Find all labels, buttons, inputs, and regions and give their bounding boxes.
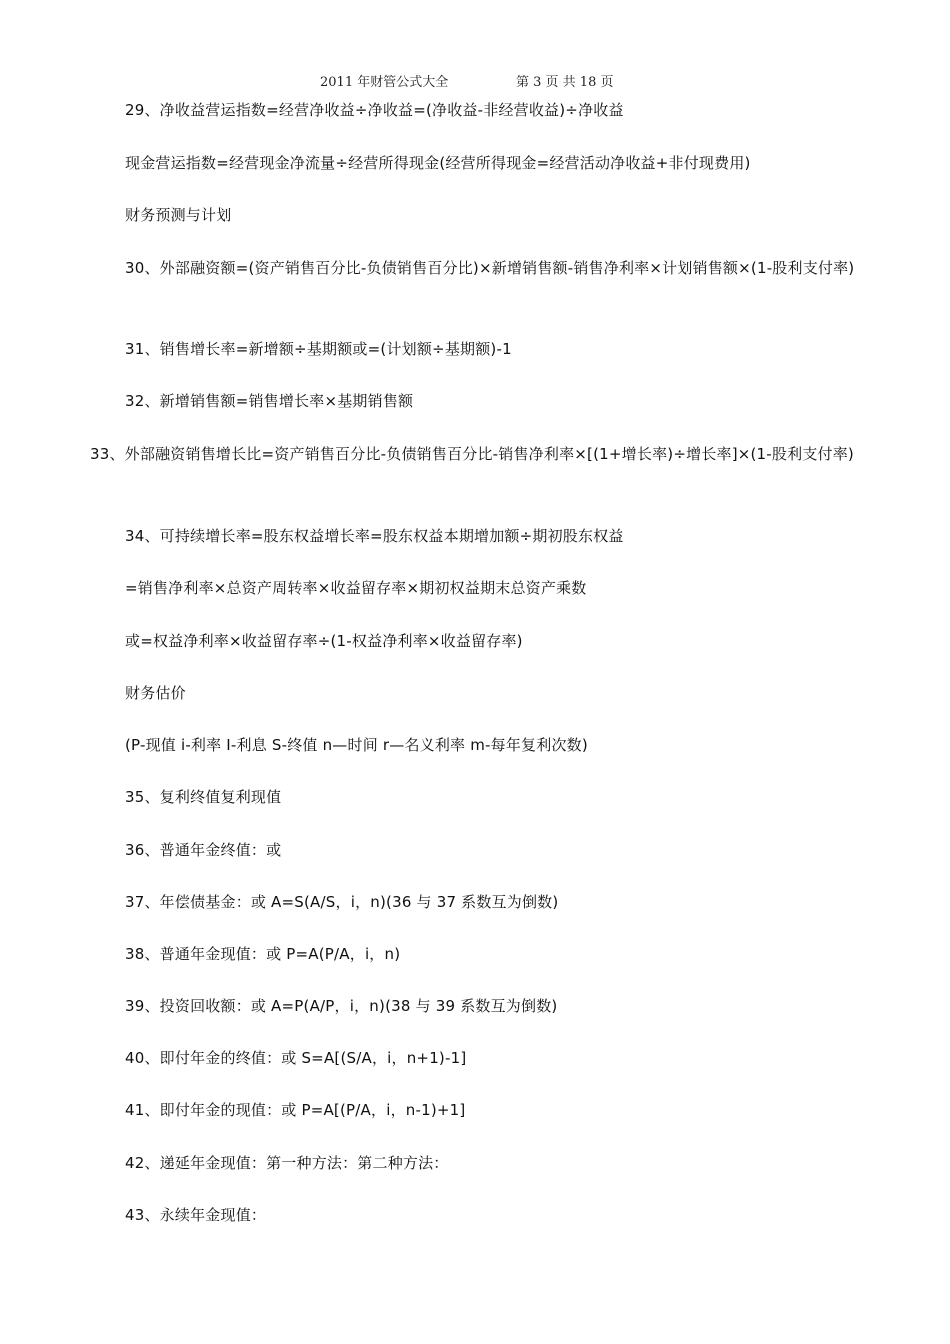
- formula-36: 36、普通年金终值：或: [125, 841, 282, 859]
- section-heading-valuation: 财务估价: [125, 684, 186, 702]
- formula-38: 38、普通年金现值：或 P=A(P/A，i，n): [125, 945, 401, 963]
- formula-39: 39、投资回收额：或 A=P(A/P，i，n)(38 与 39 系数互为倒数): [125, 997, 558, 1015]
- cash-operating-index: 现金营运指数=经营现金净流量÷经营所得现金(经营所得现金=经营活动净收益+非付现费用): [125, 154, 751, 172]
- formula-35: 35、复利终值复利现值: [125, 788, 282, 806]
- formula-31: 31、销售增长率=新增额÷基期额或=(计划额÷基期额)-1: [125, 340, 512, 358]
- formula-33: 33、外部融资销售增长比=资产销售百分比-负债销售百分比-销售净利率×[(1+增长率)÷增长率]×(1-股利支付率): [90, 445, 854, 463]
- formula-34-alternative: 或=权益净利率×收益留存率÷(1-权益净利率×收益留存率): [125, 632, 523, 650]
- formula-34-expansion: =销售净利率×总资产周转率×收益留存率×期初权益期末总资产乘数: [125, 579, 587, 597]
- formula-40: 40、即付年金的终值：或 S=A[(S/A，i，n+1)-1]: [125, 1049, 467, 1067]
- symbol-legend: (P-现值 i-利率 I-利息 S-终值 n—时间 r—名义利率 m-每年复利次数): [125, 736, 588, 754]
- formula-29: 29、净收益营运指数=经营净收益÷净收益=(净收益-非经营收益)÷净收益: [125, 101, 624, 119]
- formula-32: 32、新增销售额=销售增长率×基期销售额: [125, 392, 414, 410]
- formula-41: 41、即付年金的现值：或 P=A[(P/A，i，n-1)+1]: [125, 1101, 466, 1119]
- formula-30: 30、外部融资额=(资产销售百分比-负债销售百分比)×新增销售额-销售净利率×计划销售额×(1-股利支付率): [125, 259, 855, 277]
- document-title: 2011 年财管公式大全: [320, 75, 449, 90]
- formula-37: 37、年偿债基金：或 A=S(A/S，i，n)(36 与 37 系数互为倒数): [125, 893, 559, 911]
- formula-34: 34、可持续增长率=股东权益增长率=股东权益本期增加额÷期初股东权益: [125, 527, 624, 545]
- formula-43: 43、永续年金现值：: [125, 1206, 267, 1224]
- page-number: 第 3 页 共 18 页: [516, 75, 614, 90]
- section-heading-forecast-plan: 财务预测与计划: [125, 206, 232, 224]
- formula-42: 42、递延年金现值：第一种方法：第二种方法：: [125, 1154, 449, 1172]
